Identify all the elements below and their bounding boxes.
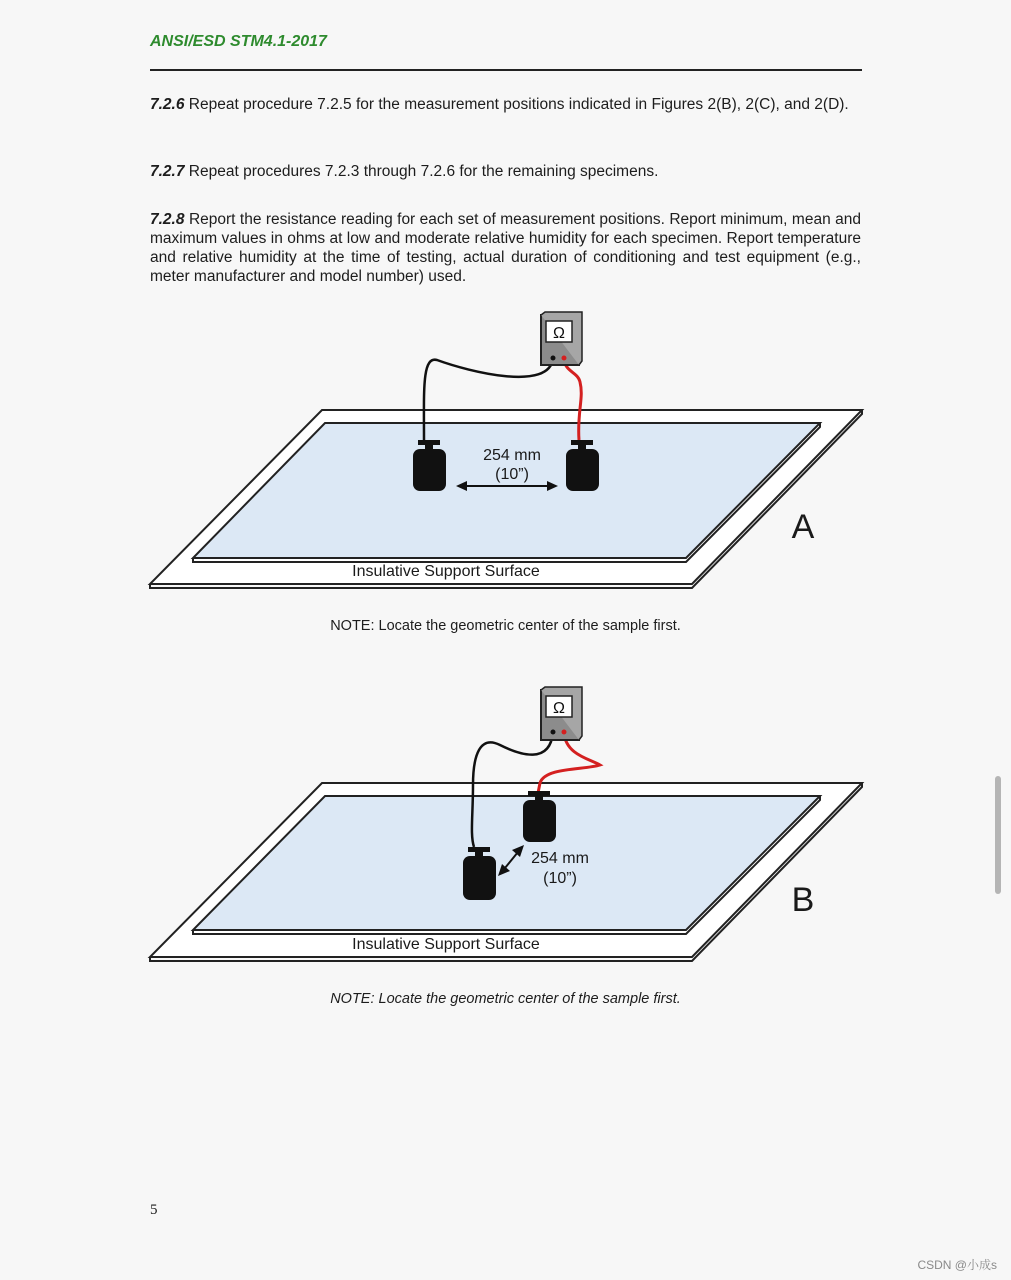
figure-b-note: NOTE: Locate the geometric center of the sample first. [330, 991, 681, 1007]
figure-a [0, 300, 1011, 600]
header-divider [150, 69, 862, 71]
section-number: 7.2.8 [150, 211, 185, 228]
paragraph-text: Repeat procedure 7.2.5 for the measurement positions indicated in Figures 2(B), 2(C), and 2(D). [188, 96, 849, 113]
ohm-symbol: Ω [553, 325, 565, 342]
paragraph-text: Repeat procedures 7.2.3 through 7.2.6 for the remaining specimens. [188, 163, 659, 180]
section-number: 7.2.6 [150, 96, 185, 113]
distance-mm-label: 254 mm [483, 447, 541, 464]
figure-a-note: NOTE: Locate the geometric center of the sample first. [330, 618, 681, 634]
surface-label: Insulative Support Surface [352, 936, 540, 953]
source-watermark: CSDN @小成s [917, 1258, 997, 1272]
paragraph-7-2-6 [150, 95, 861, 114]
vertical-scrollbar[interactable] [995, 776, 1001, 894]
section-number: 7.2.7 [150, 163, 185, 180]
paragraph-7-2-8 [150, 210, 861, 286]
figure-letter: B [791, 881, 815, 919]
ohmmeter-icon [541, 312, 582, 365]
standard-title: ANSI/ESD STM4.1-2017 [150, 33, 327, 50]
paragraph-text: Report the resistance reading for each set of measurement positions. Report minimum, mean and maximum values in ohms at low and moderate relative humidity for each specimen. Report temperature and relative humidity at the time of testing, actual duration of conditioning and test equipment (e.g., meter manufacturer and model number) used. [150, 211, 861, 285]
figure-letter: A [791, 508, 815, 546]
figure-a-diagram [0, 300, 1011, 600]
page-number: 5 [150, 1202, 158, 1218]
distance-in-label: (10”) [543, 870, 577, 887]
surface-label: Insulative Support Surface [352, 563, 540, 580]
figure-b-diagram [0, 675, 1011, 975]
ohmmeter-icon [541, 687, 582, 740]
figure-b [0, 675, 1011, 975]
distance-mm-label: 254 mm [531, 850, 589, 867]
ohm-symbol: Ω [553, 700, 565, 717]
paragraph-7-2-7 [150, 162, 861, 181]
distance-in-label: (10”) [495, 466, 529, 483]
